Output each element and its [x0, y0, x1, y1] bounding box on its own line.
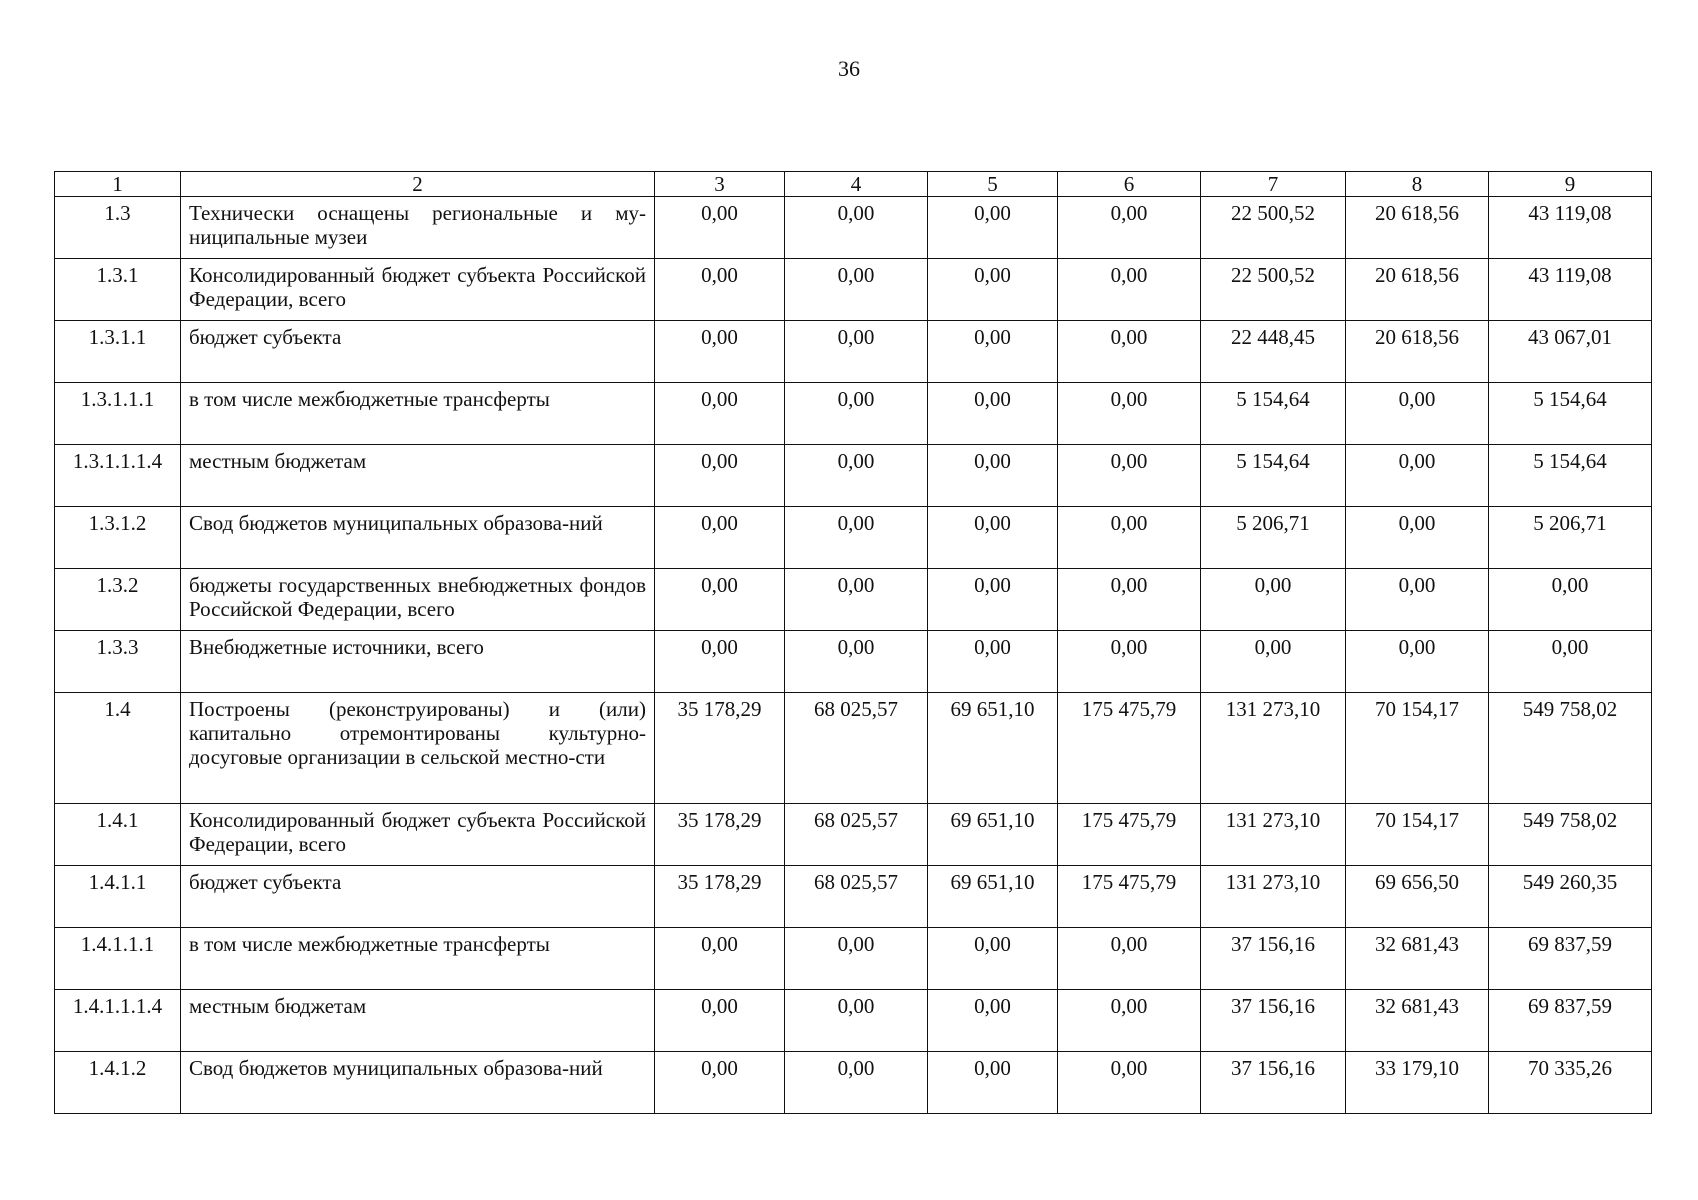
- value-cell: 37 156,16: [1201, 1052, 1346, 1114]
- value-cell: 0,00: [655, 1052, 785, 1114]
- value-cell: 43 119,08: [1489, 197, 1652, 259]
- value-cell: 20 618,56: [1346, 259, 1489, 321]
- value-cell: 549 260,35: [1489, 866, 1652, 928]
- value-cell: 69 651,10: [928, 693, 1058, 804]
- column-header: 1: [55, 172, 181, 197]
- row-code-cell: 1.3.1: [55, 259, 181, 321]
- value-cell: 5 206,71: [1489, 507, 1652, 569]
- table-row: [55, 569, 1652, 631]
- value-cell: 68 025,57: [785, 693, 928, 804]
- table-row: [55, 928, 1652, 990]
- row-code-cell: 1.3: [55, 197, 181, 259]
- value-cell: 549 758,02: [1489, 693, 1652, 804]
- row-code-cell: 1.3.1.1.1: [55, 383, 181, 445]
- value-cell: 131 273,10: [1201, 866, 1346, 928]
- value-cell: 0,00: [1058, 507, 1201, 569]
- value-cell: 0,00: [655, 928, 785, 990]
- value-cell: 32 681,43: [1346, 990, 1489, 1052]
- column-header: 4: [785, 172, 928, 197]
- value-cell: 0,00: [655, 197, 785, 259]
- table-row: [55, 321, 1652, 383]
- page-number: 36: [838, 56, 860, 81]
- value-cell: 0,00: [785, 631, 928, 693]
- value-cell: 37 156,16: [1201, 990, 1346, 1052]
- value-cell: 5 154,64: [1489, 445, 1652, 507]
- column-header: 6: [1058, 172, 1201, 197]
- value-cell: 0,00: [785, 321, 928, 383]
- value-cell: 131 273,10: [1201, 804, 1346, 866]
- value-cell: 35 178,29: [655, 804, 785, 866]
- value-cell: 0,00: [1346, 383, 1489, 445]
- row-code-cell: 1.4.1: [55, 804, 181, 866]
- value-cell: 69 651,10: [928, 804, 1058, 866]
- value-cell: 0,00: [1058, 197, 1201, 259]
- value-cell: 0,00: [1058, 321, 1201, 383]
- row-code-cell: 1.4: [55, 693, 181, 804]
- value-cell: 20 618,56: [1346, 197, 1489, 259]
- value-cell: 69 837,59: [1489, 990, 1652, 1052]
- value-cell: 0,00: [1058, 1052, 1201, 1114]
- value-cell: 0,00: [928, 445, 1058, 507]
- value-cell: 70 154,17: [1346, 804, 1489, 866]
- row-name-cell: бюджет субъекта: [181, 321, 655, 383]
- value-cell: 0,00: [928, 631, 1058, 693]
- value-cell: 5 154,64: [1201, 383, 1346, 445]
- table-row: [55, 259, 1652, 321]
- value-cell: 0,00: [785, 445, 928, 507]
- value-cell: 68 025,57: [785, 866, 928, 928]
- table-row: [55, 507, 1652, 569]
- row-code-cell: 1.4.1.1.1: [55, 928, 181, 990]
- value-cell: 175 475,79: [1058, 693, 1201, 804]
- value-cell: 0,00: [928, 507, 1058, 569]
- row-code-cell: 1.4.1.1.1.4: [55, 990, 181, 1052]
- value-cell: 0,00: [1201, 569, 1346, 631]
- value-cell: 0,00: [785, 383, 928, 445]
- row-name-cell: Консолидированный бюджет субъекта Российской Федерации, всего: [181, 804, 655, 866]
- column-header: 9: [1489, 172, 1652, 197]
- value-cell: 0,00: [1489, 631, 1652, 693]
- table-row: [55, 693, 1652, 804]
- value-cell: 0,00: [928, 383, 1058, 445]
- value-cell: 70 154,17: [1346, 693, 1489, 804]
- row-name-cell: бюджет субъекта: [181, 866, 655, 928]
- table-row: [55, 1052, 1652, 1114]
- value-cell: 0,00: [785, 1052, 928, 1114]
- row-name-cell: Консолидированный бюджет субъекта Российской Федерации, всего: [181, 259, 655, 321]
- value-cell: 0,00: [785, 990, 928, 1052]
- value-cell: 35 178,29: [655, 693, 785, 804]
- value-cell: 43 067,01: [1489, 321, 1652, 383]
- value-cell: 0,00: [655, 507, 785, 569]
- table-row: [55, 383, 1652, 445]
- value-cell: 69 656,50: [1346, 866, 1489, 928]
- value-cell: 0,00: [928, 1052, 1058, 1114]
- value-cell: 0,00: [928, 259, 1058, 321]
- row-code-cell: 1.4.1.1: [55, 866, 181, 928]
- row-name-cell: бюджеты государственных внебюджетных фондов Российской Федерации, всего: [181, 569, 655, 631]
- value-cell: 175 475,79: [1058, 866, 1201, 928]
- value-cell: 0,00: [655, 631, 785, 693]
- row-name-cell: местным бюджетам: [181, 990, 655, 1052]
- value-cell: 549 758,02: [1489, 804, 1652, 866]
- value-cell: 0,00: [655, 990, 785, 1052]
- row-name-cell: Внебюджетные источники, всего: [181, 631, 655, 693]
- value-cell: 0,00: [785, 507, 928, 569]
- value-cell: 22 500,52: [1201, 259, 1346, 321]
- value-cell: 0,00: [655, 321, 785, 383]
- value-cell: 0,00: [928, 928, 1058, 990]
- value-cell: 0,00: [1058, 569, 1201, 631]
- value-cell: 0,00: [1201, 631, 1346, 693]
- value-cell: 0,00: [1346, 507, 1489, 569]
- table-row: [55, 990, 1652, 1052]
- value-cell: 22 448,45: [1201, 321, 1346, 383]
- value-cell: 22 500,52: [1201, 197, 1346, 259]
- row-code-cell: 1.3.2: [55, 569, 181, 631]
- value-cell: 69 837,59: [1489, 928, 1652, 990]
- value-cell: 0,00: [785, 569, 928, 631]
- value-cell: 37 156,16: [1201, 928, 1346, 990]
- budget-table: [54, 171, 1652, 1114]
- value-cell: 35 178,29: [655, 866, 785, 928]
- column-header: 3: [655, 172, 785, 197]
- value-cell: 0,00: [928, 990, 1058, 1052]
- value-cell: 69 651,10: [928, 866, 1058, 928]
- value-cell: 0,00: [1058, 383, 1201, 445]
- row-name-cell: Построены (реконструированы) и (или) капитально отремонтированы культурно-досуговые организации в сельской местно-сти: [181, 693, 655, 804]
- value-cell: 5 154,64: [1201, 445, 1346, 507]
- value-cell: 33 179,10: [1346, 1052, 1489, 1114]
- value-cell: 68 025,57: [785, 804, 928, 866]
- column-header: 5: [928, 172, 1058, 197]
- value-cell: 0,00: [928, 321, 1058, 383]
- value-cell: 32 681,43: [1346, 928, 1489, 990]
- table-row: [55, 866, 1652, 928]
- row-code-cell: 1.4.1.2: [55, 1052, 181, 1114]
- value-cell: 5 154,64: [1489, 383, 1652, 445]
- value-cell: 0,00: [1058, 259, 1201, 321]
- value-cell: 70 335,26: [1489, 1052, 1652, 1114]
- value-cell: 5 206,71: [1201, 507, 1346, 569]
- value-cell: 0,00: [655, 383, 785, 445]
- value-cell: 0,00: [1346, 445, 1489, 507]
- column-header: 8: [1346, 172, 1489, 197]
- value-cell: 175 475,79: [1058, 804, 1201, 866]
- value-cell: 0,00: [928, 197, 1058, 259]
- value-cell: 0,00: [1058, 631, 1201, 693]
- value-cell: 0,00: [655, 569, 785, 631]
- header-row: [55, 172, 1652, 197]
- table-body: [55, 197, 1652, 1114]
- value-cell: 43 119,08: [1489, 259, 1652, 321]
- row-code-cell: 1.3.3: [55, 631, 181, 693]
- value-cell: 0,00: [928, 569, 1058, 631]
- table-row: [55, 197, 1652, 259]
- column-header: 2: [181, 172, 655, 197]
- value-cell: 0,00: [1489, 569, 1652, 631]
- row-name-cell: в том числе межбюджетные трансферты: [181, 383, 655, 445]
- column-header: 7: [1201, 172, 1346, 197]
- value-cell: 0,00: [655, 445, 785, 507]
- value-cell: 0,00: [1058, 445, 1201, 507]
- value-cell: 20 618,56: [1346, 321, 1489, 383]
- row-name-cell: Свод бюджетов муниципальных образова-ний: [181, 507, 655, 569]
- row-name-cell: в том числе межбюджетные трансферты: [181, 928, 655, 990]
- value-cell: 0,00: [655, 259, 785, 321]
- row-code-cell: 1.3.1.1: [55, 321, 181, 383]
- value-cell: 0,00: [1058, 990, 1201, 1052]
- value-cell: 0,00: [785, 197, 928, 259]
- table-row: [55, 804, 1652, 866]
- value-cell: 0,00: [1346, 631, 1489, 693]
- value-cell: 0,00: [1058, 928, 1201, 990]
- value-cell: 131 273,10: [1201, 693, 1346, 804]
- row-name-cell: Свод бюджетов муниципальных образова-ний: [181, 1052, 655, 1114]
- table-row: [55, 445, 1652, 507]
- row-code-cell: 1.3.1.1.1.4: [55, 445, 181, 507]
- value-cell: 0,00: [785, 259, 928, 321]
- row-code-cell: 1.3.1.2: [55, 507, 181, 569]
- row-name-cell: местным бюджетам: [181, 445, 655, 507]
- value-cell: 0,00: [785, 928, 928, 990]
- value-cell: 0,00: [1346, 569, 1489, 631]
- row-name-cell: Технически оснащены региональные и му-ниципальные музеи: [181, 197, 655, 259]
- table-row: [55, 631, 1652, 693]
